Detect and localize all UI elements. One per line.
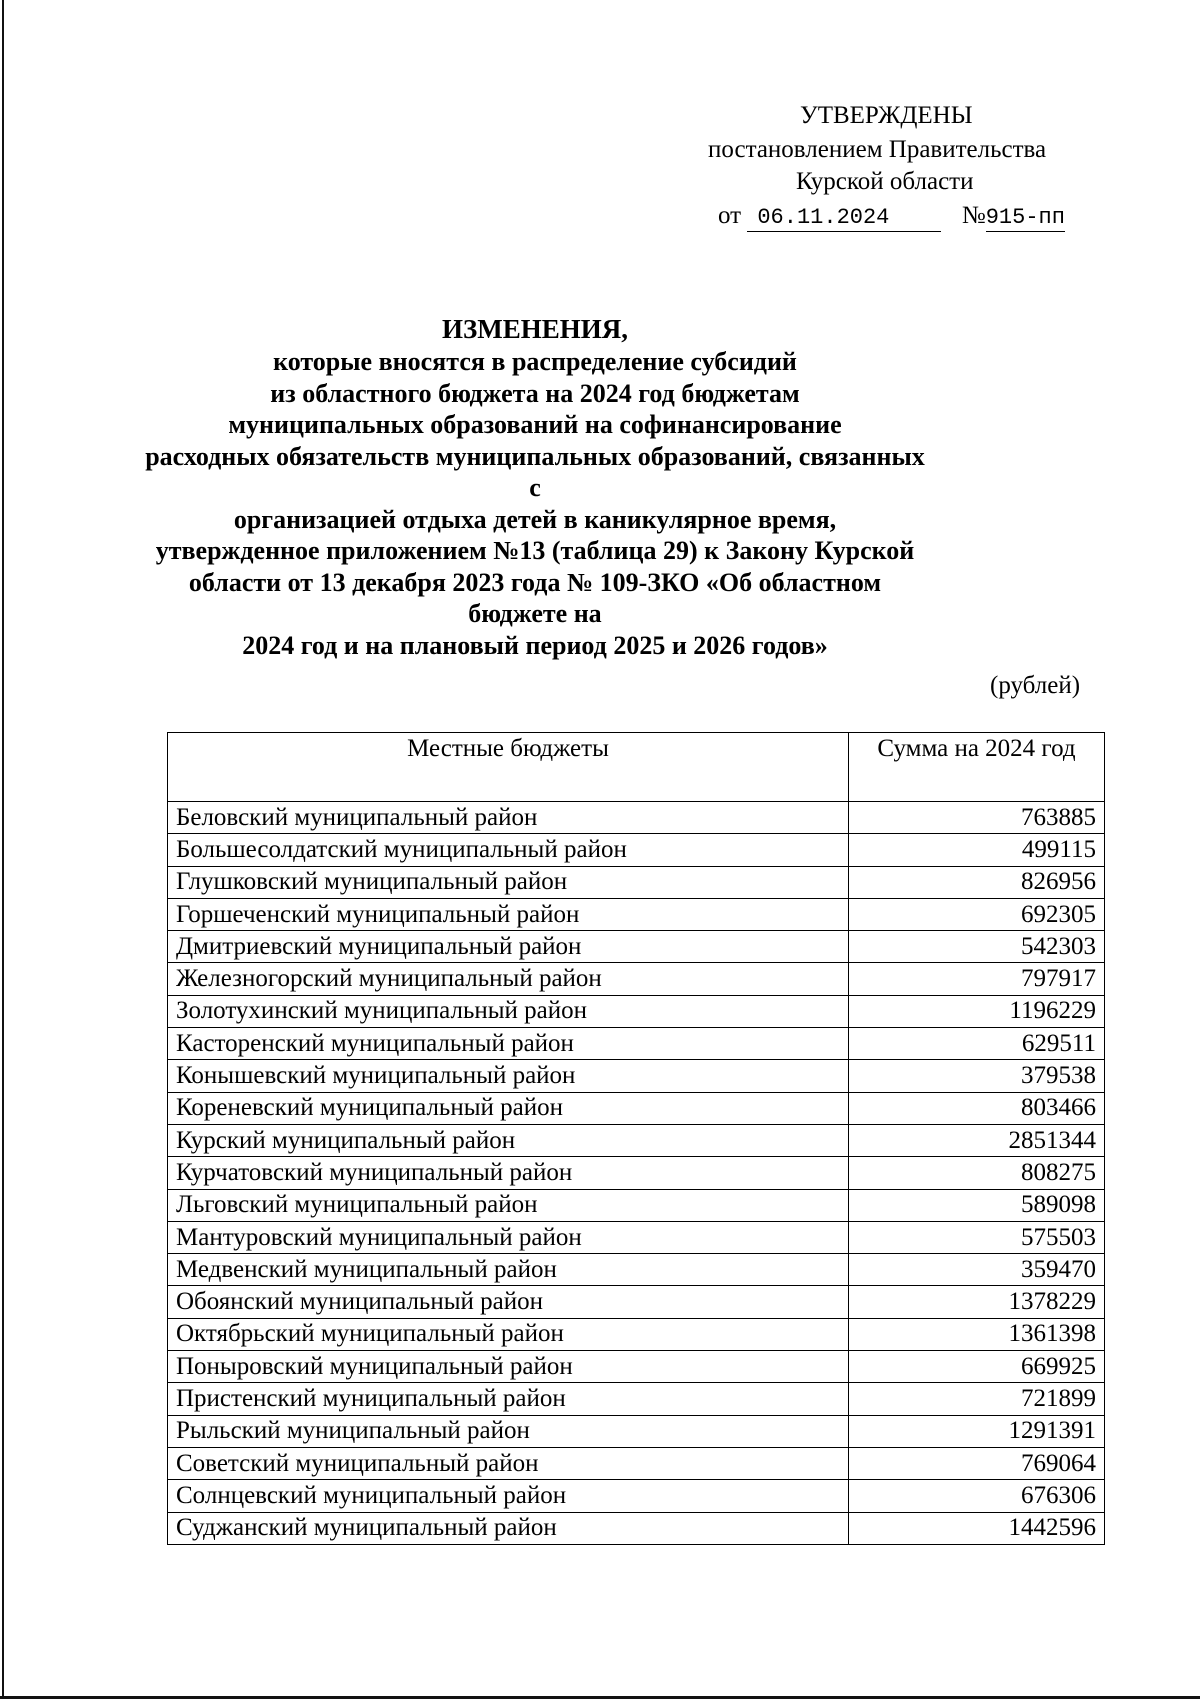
district-name: Глушковский муниципальный район [168,866,849,898]
district-amount: 359470 [849,1254,1105,1286]
title-line: организацией отдыха детей в каникулярное время, [233,504,837,534]
title-line: из областного бюджета на 2024 год бюджетам [270,378,800,408]
table-row [168,1124,1105,1156]
district-amount: 797917 [849,963,1105,995]
table-row [168,1447,1105,1479]
title-line: муниципальных образований на софинансирование [228,410,842,439]
title-line: которые вносятся в распределение субсидий [273,347,797,376]
district-name: Беловский муниципальный район [168,802,849,834]
table-row [168,1221,1105,1253]
table-row [168,1415,1105,1447]
approval-title: УТВЕРЖДЕНЫ [800,102,973,129]
district-amount: 1291391 [849,1415,1105,1447]
table-row [168,1286,1105,1318]
district-amount: 1442596 [849,1512,1105,1544]
approval-date-line [718,200,1065,232]
district-name: Рыльский муниципальный район [168,1415,849,1447]
district-name: Касторенский муниципальный район [168,1028,849,1060]
table-row [168,834,1105,866]
district-amount: 803466 [849,1092,1105,1124]
subsidy-table [167,732,1105,1545]
district-name: Кореневский муниципальный район [168,1092,849,1124]
district-name: Льговский муниципальный район [168,1189,849,1221]
approval-region: Курской области [796,168,974,195]
district-amount: 379538 [849,1060,1105,1092]
district-name: Пристенский муниципальный район [168,1383,849,1415]
district-name: Дмитриевский муниципальный район [168,931,849,963]
table-row [168,1480,1105,1512]
district-amount: 1196229 [849,995,1105,1027]
date-prefix: от [718,202,742,229]
table-row [168,1383,1105,1415]
document-title [140,312,930,661]
approval-date: 06.11.2024 [747,205,941,232]
approval-authority: постановлением Правительства [708,136,1047,163]
table-row [168,1512,1105,1544]
title-line: 2024 год и на плановый период 2025 и 2026 годов» [242,630,828,660]
district-name: Суджанский муниципальный район [168,1512,849,1544]
district-name: Курчатовский муниципальный район [168,1157,849,1189]
district-name: Советский муниципальный район [168,1447,849,1479]
district-amount: 769064 [849,1447,1105,1479]
table-row [168,1092,1105,1124]
district-name: Конышевский муниципальный район [168,1060,849,1092]
column-header-amount: Сумма на 2024 год [849,733,1105,802]
column-header-budgets: Местные бюджеты [168,733,849,802]
district-name: Курский муниципальный район [168,1124,849,1156]
table-row [168,1060,1105,1092]
district-name: Октябрьский муниципальный район [168,1318,849,1350]
district-amount: 808275 [849,1157,1105,1189]
district-name: Большесолдатский муниципальный район [168,834,849,866]
district-name: Мантуровский муниципальный район [168,1221,849,1253]
district-amount: 1378229 [849,1286,1105,1318]
table-row [168,1318,1105,1350]
number-prefix: № [961,202,986,229]
district-name: Солнцевский муниципальный район [168,1480,849,1512]
scan-left-edge [2,0,4,1699]
district-amount: 826956 [849,866,1105,898]
district-name: Железногорский муниципальный район [168,963,849,995]
table-row [168,963,1105,995]
district-amount: 763885 [849,802,1105,834]
title-line: утвержденное приложением №13 (таблица 29) к Закону Курской [155,536,915,565]
table-row [168,1028,1105,1060]
district-name: Обоянский муниципальный район [168,1286,849,1318]
title-heading: ИЗМЕНЕНИЯ, [441,314,628,344]
district-amount: 629511 [849,1028,1105,1060]
district-amount: 721899 [849,1383,1105,1415]
district-amount: 1361398 [849,1318,1105,1350]
district-amount: 499115 [849,834,1105,866]
district-amount: 692305 [849,898,1105,930]
district-name: Золотухинский муниципальный район [168,995,849,1027]
title-line: области от 13 декабря 2023 года № 109-ЗКО «Об областном бюджете на [188,567,882,628]
district-name: Медвенский муниципальный район [168,1254,849,1286]
district-amount: 589098 [849,1189,1105,1221]
district-amount: 542303 [849,931,1105,963]
district-name: Поныровский муниципальный район [168,1351,849,1383]
district-name: Горшеченский муниципальный район [168,898,849,930]
table-row [168,1254,1105,1286]
district-amount: 2851344 [849,1124,1105,1156]
units-label: (рублей) [990,672,1081,699]
table-row [168,995,1105,1027]
title-line: расходных обязательств муниципальных образований, связанных с [145,441,925,502]
district-amount: 669925 [849,1351,1105,1383]
table-row [168,866,1105,898]
table-header-row [168,733,1105,802]
table-row [168,1189,1105,1221]
table-row [168,898,1105,930]
approval-number: 915-пп [985,205,1065,230]
district-amount: 575503 [849,1221,1105,1253]
district-amount: 676306 [849,1480,1105,1512]
table-row [168,931,1105,963]
table-row [168,1351,1105,1383]
table-row [168,802,1105,834]
table-row [168,1157,1105,1189]
